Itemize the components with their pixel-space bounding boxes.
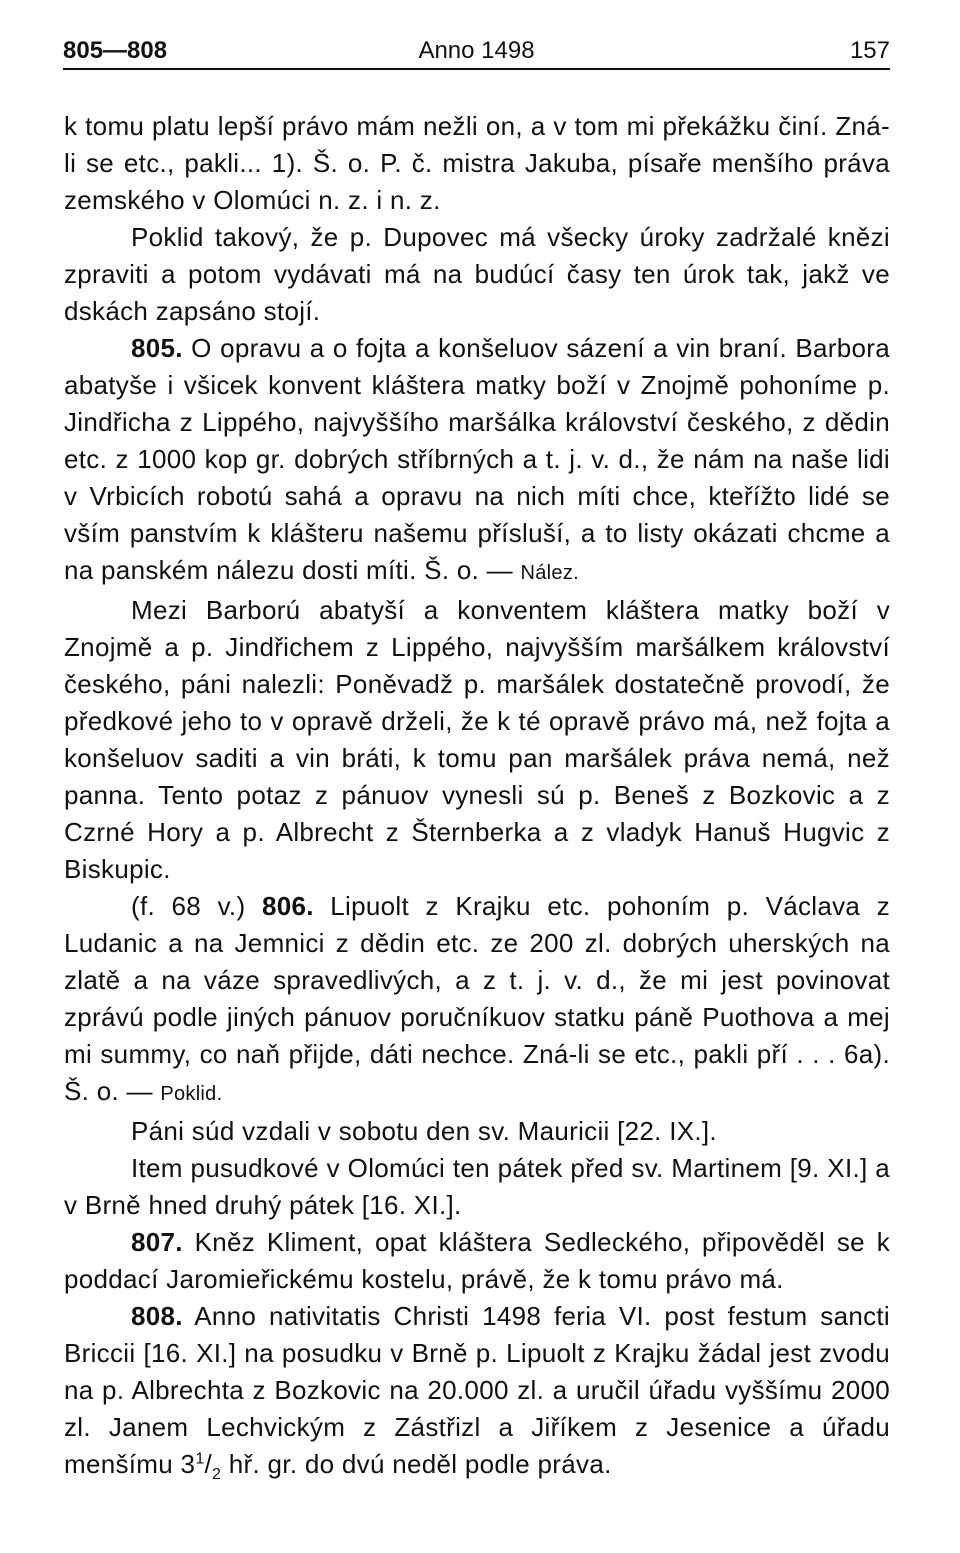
verdict-label: Poklid. [160, 1083, 223, 1105]
entry-807 [64, 1224, 890, 1298]
paragraph [64, 1113, 890, 1150]
paragraph-text: Anno nativitatis Christi 1498 feria VI. post festum sancti Briccii [16. XI.] na posudku v Brně p. Lipuolt z Krajku žádal jest zvodu na p. Albrechta z Bozkovic na 20.000 zl. a uručil úřadu vyššímu 2000 zl. Janem Lechvickým z Zástřizl a Jiříkem z Jesenice a úřadu menšímu 3 [64, 1301, 890, 1479]
fraction-denominator: 2 [212, 1466, 222, 1484]
paragraph-text: O opravu a o fojta a konšeluov sázení a vin braní. Barbora abatyše i všicek konvent kláštera matky boží v Znojmě pohoníme p. Jindřicha z Lippého, najvyššího maršálka království českého, z dědin etc. z 1000 kop gr. dobrých stříbrných a t. j. v. d., že nám na naše lidi v Vrbicích robotú sahá a opravu na nich míti chce, kteřížto lidé se vším panstvím k klášteru našemu přísluší, a to listy okázati chcme a na panském nálezu dosti míti. Š. o. — [64, 333, 890, 585]
paragraph-text: Kněz Kliment, opat kláštera Sedleckého, připověděl se k poddací Jaromieřickému kostelu, právě, že k tomu právo má. [64, 1227, 890, 1294]
page-number: 157 [849, 37, 890, 64]
paragraph-text-end: hř. gr. do dvú neděl podle práva. [221, 1449, 612, 1479]
entry-number: 806. [261, 891, 314, 921]
entry-number: 808. [131, 1301, 183, 1331]
verdict-label: Nález. [520, 562, 579, 584]
entry-808 [64, 1298, 890, 1483]
running-head [63, 36, 890, 66]
folio-reference: (f. 68 v.) [131, 891, 262, 921]
header-rule [63, 68, 890, 70]
paragraph [64, 1150, 890, 1224]
fraction-numerator: 1 [195, 1450, 205, 1468]
paragraph-text: Mezi Barború abatyší a konventem kláštera matky boží v Znojmě a p. Jindřichem z Lippého, najvyšším maršálkem království českého, páni nalezli: Poněvadž p. maršálek dostatečně provodí, že předkové jeho to v opravě drželi, že k té opravě právo má, než fojta a konšeluov saditi a vin bráti, k tomu pan maršálek práva nemá, než panna. Tento potaz z pánuov vynesli sú p. Beneš z Bozkovic a z Czrné Hory a p. Albrecht z Šternberka a z vladyk Hanuš Hugvic z Biskupic. [64, 595, 890, 884]
paragraph-text: Páni súd vzdali v sobotu den sv. Mauricii [22. IX.]. [131, 1116, 717, 1146]
running-title: Anno 1498 [418, 37, 535, 64]
entry-806 [64, 888, 890, 1113]
paragraph-text: k tomu platu lepší právo mám nežli on, a v tom mi překážku činí. Zná-li se etc., pakli... 1). Š. o. P. č. mistra Jakuba, písaře menšího práva zemského v Olomúci n. z. i n. z. [64, 111, 890, 215]
paragraph-text: Item pusudkové v Olomúci ten pátek před sv. Martinem [9. XI.] a v Brně hned druhý pátek [16. XI.]. [64, 1153, 890, 1220]
paragraph [64, 219, 890, 330]
entry-number: 807. [131, 1227, 183, 1257]
entry-number: 805. [131, 333, 183, 363]
body-text [64, 108, 890, 1483]
paragraph [64, 108, 890, 219]
paragraph-text: Poklid takový, že p. Dupovec má všecky úroky zadržalé knězi zpraviti a potom vydávati má na budúcí časy ten úrok tak, jakž ve dskách zapsáno stojí. [64, 222, 890, 326]
entry-805 [64, 330, 890, 592]
paragraph-text: Lipuolt z Krajku etc. pohoním p. Václava z Ludanic a na Jemnici z dědin etc. ze 200 zl. dobrých uherských na zlatě a na váze spravedlivých, a z t. j. v. d., že mi jest povinovat zprávú podle jiných pánuov poručníkuov statku páně Puothova a mej mi summy, co naň přijde, dáti nechce. Zná-li se etc., pakli pří . . . 6a). Š. o. — [64, 891, 890, 1106]
section-range: 805—808 [63, 37, 168, 64]
fraction-slash: / [204, 1449, 213, 1479]
paragraph [64, 592, 890, 888]
